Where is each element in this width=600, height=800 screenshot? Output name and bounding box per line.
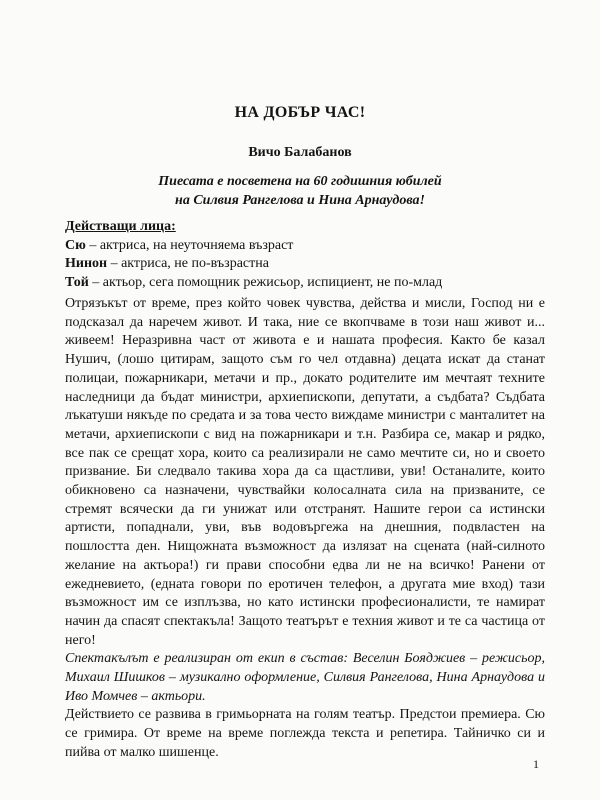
dedication-line: Пиесата е посветена на 60 годишния юбилей [158,174,442,189]
author-name: Вичо Балабанов [248,145,352,160]
page-number: 1 [533,757,539,771]
body-text [65,295,545,763]
credits-paragraph: Спектакълът е реализиран от екип в състав: Веселин Бояджиев – режисьор, Михаил Шишков – музикално оформление, Силвия Рангелова, Нина Арнаудова и Иво Момчев – актьори. [65,651,545,704]
setting-paragraph: Действието се развива в гримьорната на голям театър. Предстои премиера. Сю се гримира. От време на време поглежда текста и репетира. Тайничко си и пийва от малко шишенце. [65,707,545,760]
role-description: – актриса, не по-възрастна [107,256,269,271]
role-description: – актьор, сега помощник режисьор, испициент, не по-млад [88,274,443,290]
cast-list [65,218,565,292]
role-name: Той [65,274,89,290]
cast-role [65,255,565,274]
play-title: НА ДОБЪР ЧАС! [234,104,366,121]
cast-role [65,274,565,293]
cast-heading: Действащи лица: [65,219,176,234]
cast-role [65,237,565,256]
role-name: Сю [65,237,86,253]
dedication [0,172,600,210]
dedication-line: на Силвия Рангелова и Нина Арнаудова! [175,193,425,208]
body-paragraph: Отрязъкът от време, през който човек чувства, действа и мисли, Господ ни е подсказал да наречем живот. И така, ние се вкопчваме в този наш живот и... живеем! Неразривна част от живота е и нашата професия. Както бе казал Нушич, (лошо цитирам, защото съм го чел отдавна) децата искат да станат полицаи, пожарникари, метачи и пр., докато родителите им мечтаят техните наследници да бъдат министри, архиепископи, депутати, а съдбата? Съдбата лъкатуши някъде по средата и за това често виждаме министри с манталитет на метачи, архиепископи с вид на пожарникари и т.н. Разбира се, макар и рядко, все пак се срещат хора, които са реализирали не само мечтите си, но и своето призвание. Би следвало такива хора да са щастливи, уви! Останалите, които обикновено са назначени, чувствайки колосалната сила на призваните, се стремят всячески да ги унижат или отстранят. Нашите герои са истински артисти, попаднали, уви, във водовъргежа на днешния, подвластен на пошлостта ден. Нищожната възможност да излязат на сцената (най-силното желание на актьора!) ги прави способни едва ли не на всичко! Ранени от ежедневието, (едната говори по еротичен телефон, а другата мие вход) тази възможност им се изплъзва, но като истински професионалисти, те намират начин да спасят спектакъла! Защото театърът е техния живот и те са частица от него! [65,296,545,648]
role-name: Нинон [65,256,108,271]
role-description: – актриса, на неуточняема възраст [85,237,294,253]
